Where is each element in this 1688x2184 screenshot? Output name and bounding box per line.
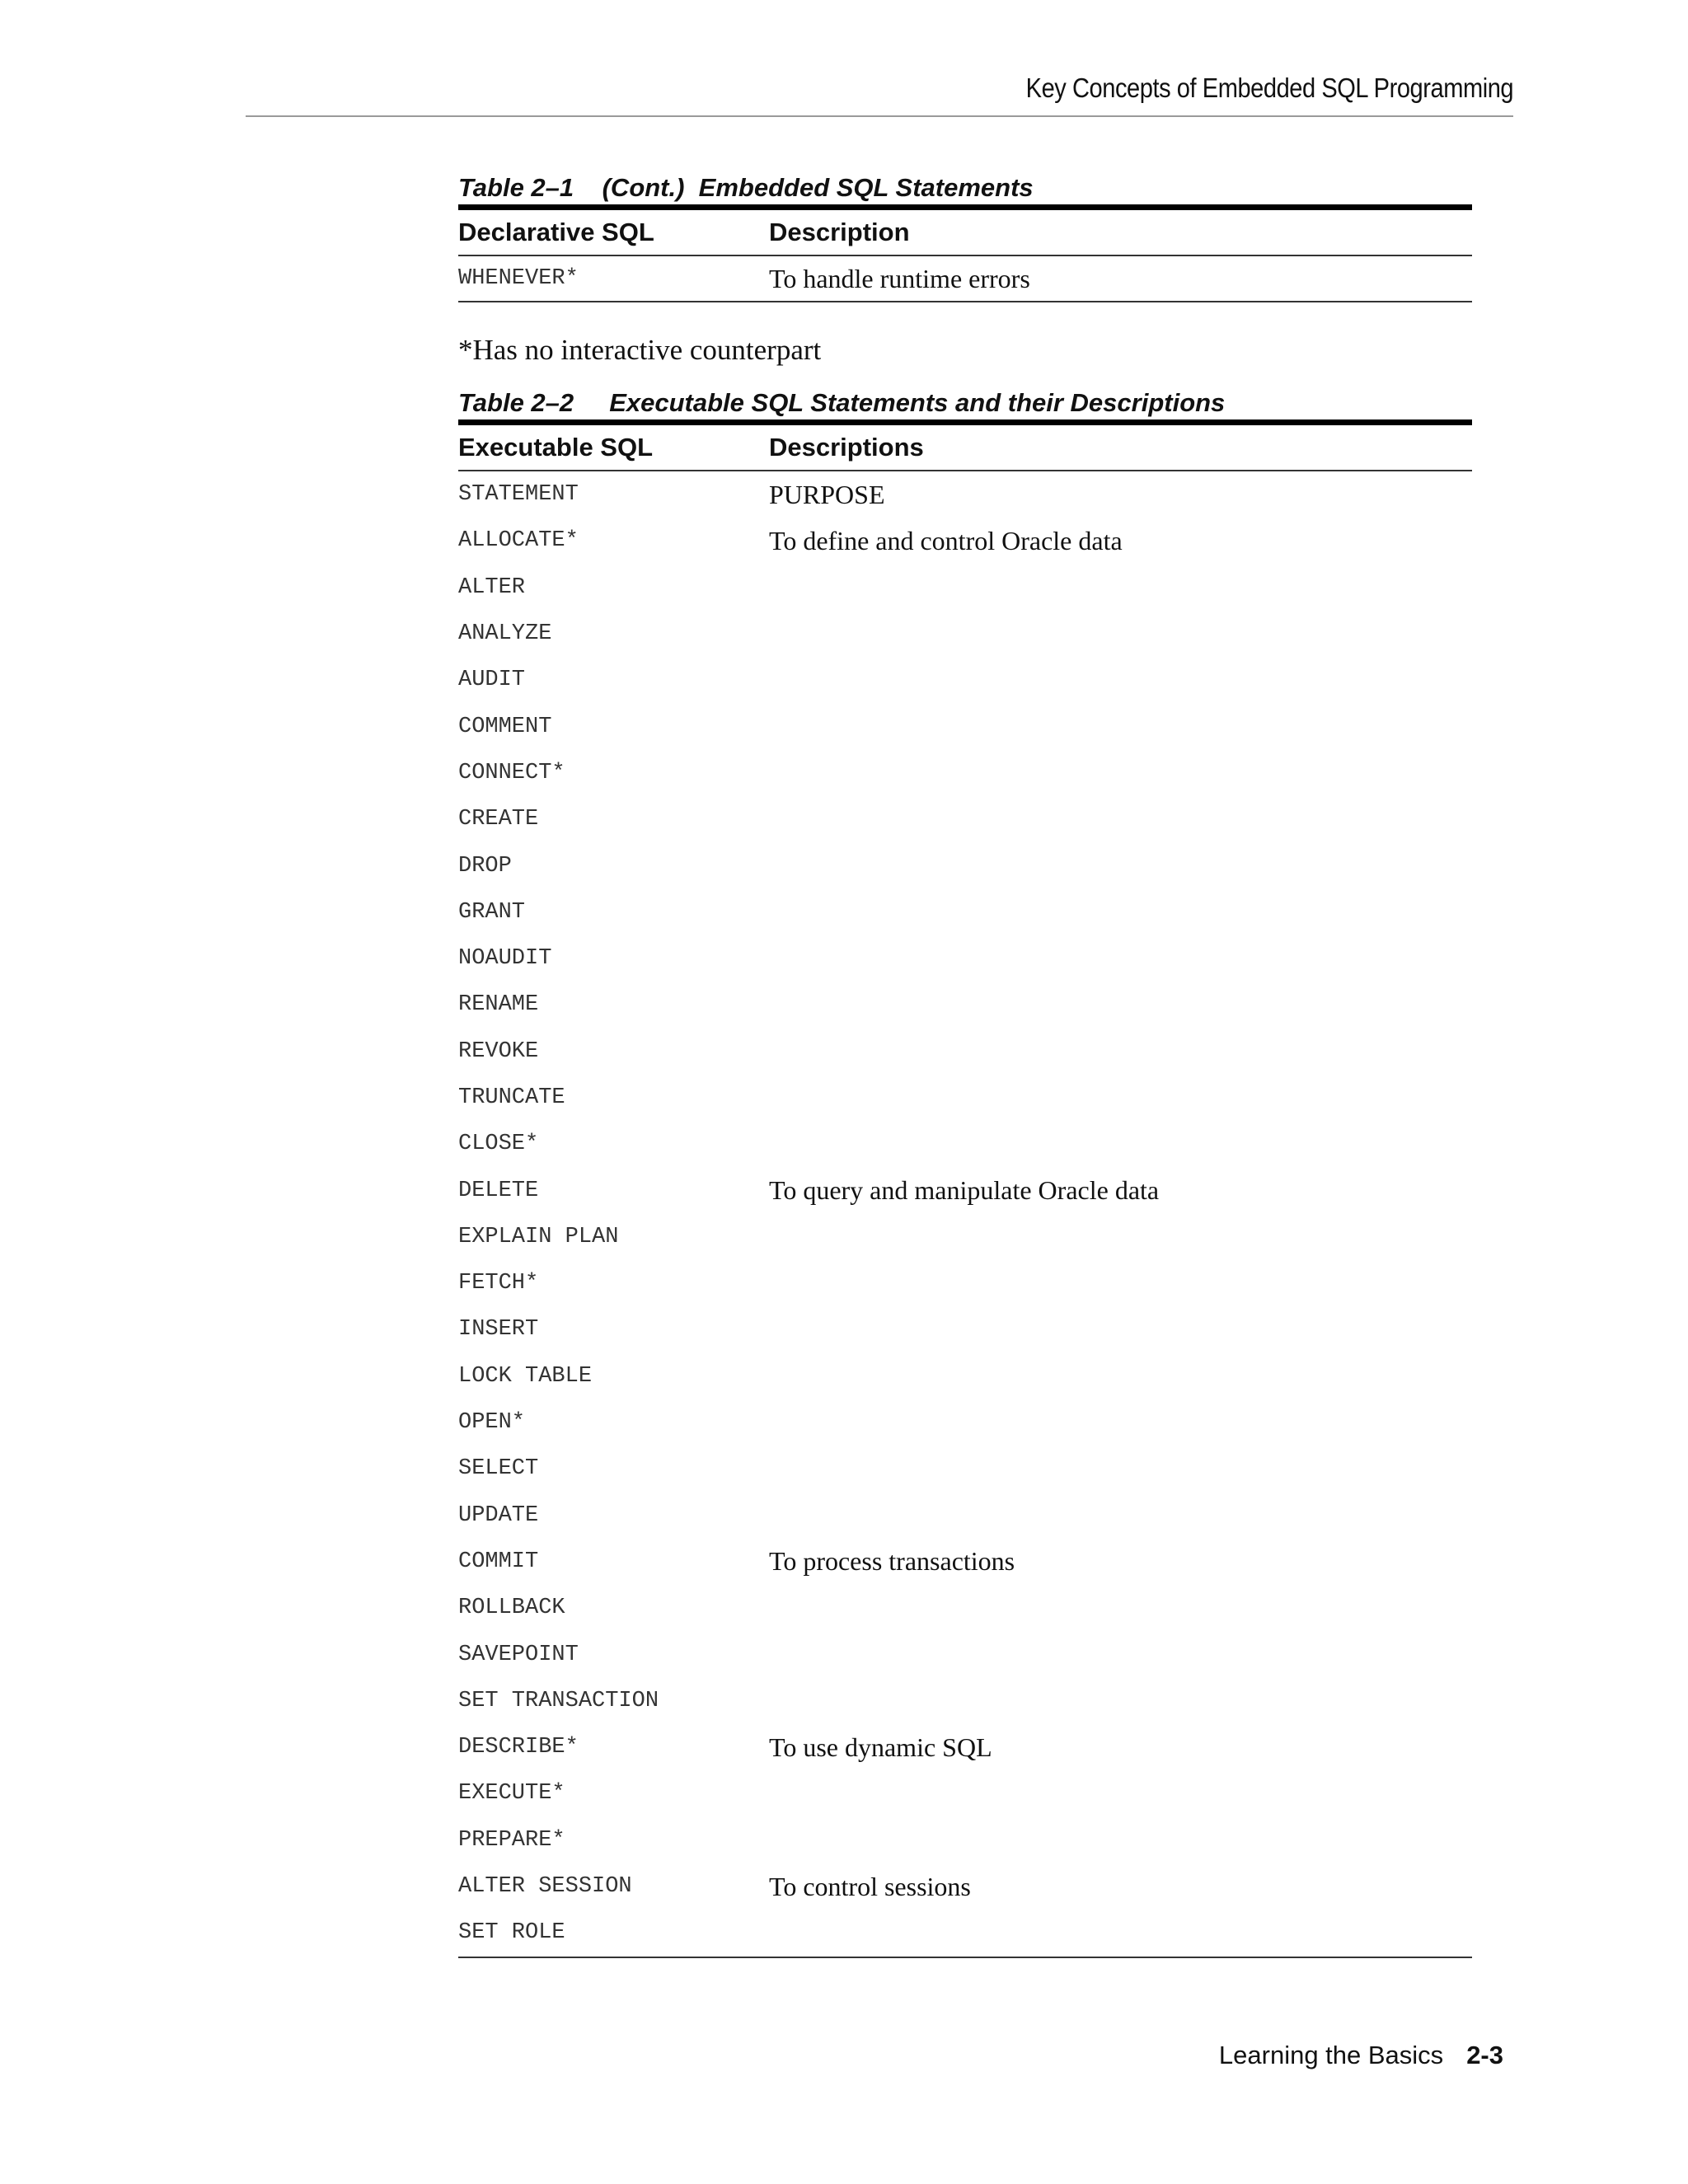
table-row	[458, 796, 1472, 842]
description-cell	[769, 611, 1472, 657]
sql-statement-cell: SAVEPOINT	[458, 1642, 579, 1667]
sql-statement-cell: ALTER	[458, 574, 526, 600]
description-cell	[769, 935, 1472, 982]
sql-statement-cell: AUDIT	[458, 668, 526, 693]
description-cell	[769, 1585, 1472, 1631]
sql-statement-cell: PREPARE*	[458, 1827, 565, 1853]
description-cell	[769, 657, 1472, 703]
table-row	[458, 1770, 1472, 1816]
description-cell	[769, 565, 1472, 611]
description-cell: PURPOSE	[769, 479, 885, 509]
description-cell	[769, 1306, 1472, 1352]
footnote: *Has no interactive counterpart	[458, 334, 822, 366]
table-row	[458, 518, 1472, 564]
description-cell	[769, 1493, 1472, 1539]
sql-statement-cell: DESCRIBE*	[458, 1735, 579, 1760]
table1-column-header: Declarative SQL	[458, 208, 769, 256]
sql-statement-cell: CONNECT*	[458, 760, 565, 785]
table-row	[458, 1029, 1472, 1075]
table-row	[458, 611, 1472, 657]
sql-statement-cell: LOCK TABLE	[458, 1363, 593, 1389]
table2-column-header: Executable SQL	[458, 423, 769, 471]
table-row	[458, 1167, 1472, 1213]
sql-statement-cell: REVOKE	[458, 1038, 539, 1064]
table2-caption: Table 2–2 Executable SQL Statements and their Descriptions	[458, 388, 1226, 417]
table-row	[458, 1446, 1472, 1492]
description-cell	[769, 796, 1472, 842]
table-row	[458, 657, 1472, 703]
table-row	[458, 1817, 1472, 1863]
description-cell	[769, 750, 1472, 796]
description-cell	[769, 1817, 1472, 1863]
description-cell	[769, 1075, 1472, 1121]
table-row	[458, 1724, 1472, 1770]
table-row	[458, 1585, 1472, 1631]
table2-header-row	[458, 423, 1472, 471]
table-row	[458, 1631, 1472, 1677]
description-cell: To define and control Oracle data	[769, 525, 1123, 555]
sql-statement-cell: ALTER SESSION	[458, 1874, 632, 1900]
description-cell	[769, 1029, 1472, 1075]
sql-statement-cell: SET ROLE	[458, 1910, 769, 1957]
description-cell: To control sessions	[769, 1871, 971, 1901]
table-row	[458, 1399, 1472, 1446]
footer-section-title: Learning the Basics	[1218, 2041, 1444, 2069]
table-row	[458, 1306, 1472, 1352]
description-cell	[769, 1353, 1472, 1399]
sql-statement-cell: WHENEVER*	[458, 255, 769, 302]
table-row	[458, 1493, 1472, 1539]
sql-statement-cell: NOAUDIT	[458, 946, 552, 972]
description-cell	[769, 1260, 1472, 1306]
table-row	[458, 982, 1472, 1028]
description-cell: To query and manipulate Oracle data	[769, 1175, 1160, 1206]
sql-statement-cell: CLOSE*	[458, 1132, 539, 1157]
sql-statement-cell: COMMENT	[458, 714, 552, 739]
sql-statement-cell: ROLLBACK	[458, 1596, 565, 1621]
description-cell	[769, 1631, 1472, 1677]
running-header	[246, 69, 1513, 117]
table2-executable-sql-statements	[458, 419, 1472, 1958]
table-row	[458, 842, 1472, 888]
table-row	[458, 1353, 1472, 1399]
description-cell	[769, 1446, 1472, 1492]
sql-statement-cell: SELECT	[458, 1456, 539, 1482]
table2-column-header: Descriptions	[769, 423, 1472, 471]
sql-statement-cell: UPDATE	[458, 1502, 539, 1528]
page-content	[458, 171, 1472, 1958]
description-cell	[769, 1399, 1472, 1446]
table-row	[458, 1863, 1472, 1910]
sql-statement-cell: SET TRANSACTION	[458, 1688, 659, 1713]
description-cell	[769, 1770, 1472, 1816]
description-cell	[769, 1121, 1472, 1167]
description-cell	[769, 1214, 1472, 1260]
page-footer	[1219, 2041, 1503, 2070]
table-row	[458, 1678, 1472, 1724]
sql-statement-cell: COMMIT	[458, 1549, 539, 1574]
sql-statement-cell: ALLOCATE*	[458, 528, 579, 554]
sql-statement-cell: DELETE	[458, 1178, 539, 1203]
sql-statement-cell: GRANT	[458, 899, 526, 925]
sql-statement-cell: FETCH*	[458, 1271, 539, 1296]
description-cell	[769, 1910, 1472, 1957]
table-row	[458, 1910, 1472, 1957]
table-row	[458, 1214, 1472, 1260]
description-cell	[769, 889, 1472, 935]
sql-statement-cell: INSERT	[458, 1317, 539, 1343]
page-number: 2-3	[1466, 2041, 1503, 2069]
table-row	[458, 935, 1472, 982]
sql-statement-cell: DROP	[458, 853, 512, 879]
sql-statement-cell: CREATE	[458, 807, 539, 832]
table-row	[458, 1075, 1472, 1121]
description-cell	[769, 842, 1472, 888]
table1-caption: Table 2–1 (Cont.) Embedded SQL Statements	[458, 173, 1034, 202]
table-row	[458, 889, 1472, 935]
table-row	[458, 255, 1472, 302]
table1-column-header: Description	[769, 208, 1472, 256]
description-cell	[769, 982, 1472, 1028]
table-row	[458, 750, 1472, 796]
description-cell	[769, 703, 1472, 749]
description-cell: To handle runtime errors	[769, 255, 1472, 302]
table1-header-row	[458, 208, 1472, 256]
table-row	[458, 1121, 1472, 1167]
table-row	[458, 1260, 1472, 1306]
table-row	[458, 565, 1472, 611]
description-cell: To use dynamic SQL	[769, 1732, 992, 1762]
sql-statement-cell: STATEMENT	[458, 482, 579, 508]
table-row	[458, 703, 1472, 749]
sql-statement-cell: EXPLAIN PLAN	[458, 1224, 619, 1249]
sql-statement-cell: RENAME	[458, 992, 539, 1018]
sql-statement-cell: ANALYZE	[458, 621, 552, 647]
table-row	[458, 471, 1472, 518]
sql-statement-cell: OPEN*	[458, 1410, 526, 1436]
table-row	[458, 1539, 1472, 1585]
sql-statement-cell: TRUNCATE	[458, 1085, 565, 1110]
description-cell: To process transactions	[769, 1546, 1015, 1577]
table1-embedded-sql-statements	[458, 204, 1472, 302]
running-header-title: Key Concepts of Embedded SQL Programming	[1025, 73, 1513, 103]
description-cell	[769, 1678, 1472, 1724]
sql-statement-cell: EXECUTE*	[458, 1781, 565, 1807]
